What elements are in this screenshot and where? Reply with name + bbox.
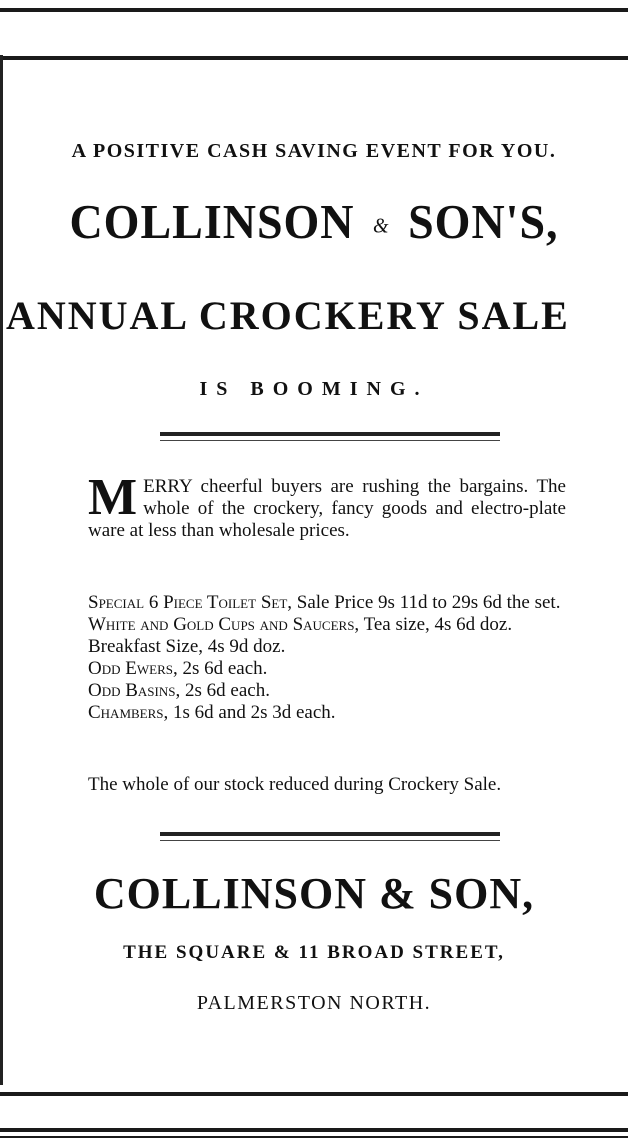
list-item <box>88 702 568 724</box>
price-list <box>88 592 568 724</box>
firm-name <box>0 194 628 250</box>
firm-name-ampersand: & <box>373 214 390 238</box>
list-item <box>88 614 568 658</box>
divider-bottom-underline <box>160 840 500 841</box>
sale-title: ANNUAL CROCKERY SALE <box>6 293 570 338</box>
top-rule <box>0 8 628 12</box>
item-detail: 2s 6d each. <box>177 658 268 679</box>
item-name: White and Gold Cups and Saucers, <box>88 614 360 635</box>
divider-top <box>160 432 500 436</box>
divider-top-underline <box>160 440 500 441</box>
tagline: A POSITIVE CASH SAVING EVENT FOR YOU. <box>71 140 557 162</box>
item-name: Chambers, <box>88 702 169 723</box>
header-rule <box>0 56 628 60</box>
item-detail: 1s 6d and 2s 3d each. <box>168 702 336 723</box>
item-detail: 2s 6d each. <box>180 680 270 701</box>
bottom-rule-thin <box>0 1136 628 1138</box>
item-name: Odd Ewers, <box>88 658 178 679</box>
item-name: Odd Basins, <box>88 680 181 701</box>
footer-rule <box>0 1092 628 1096</box>
footer-town: PALMERSTON NORTH. <box>196 992 432 1014</box>
divider-bottom <box>160 832 500 836</box>
footer-address: THE SQUARE & 11 BROAD STREET, <box>123 942 505 963</box>
sale-status: IS BOOMING. <box>199 378 429 400</box>
intro-text: ERRY cheerful buyers are rushing the bargains. The whole of the crockery, fancy goods and electro-plate ware at less than wholesale prices. <box>88 476 566 541</box>
firm-name-left: COLLINSON <box>69 194 355 249</box>
footer-firm-name: COLLINSON & SON, <box>93 869 535 918</box>
item-detail: Sale Price 9s 11d to 29s 6d the set. <box>292 592 561 613</box>
firm-name-right: SON'S, <box>408 194 559 249</box>
list-item <box>88 592 568 614</box>
dropcap: M <box>88 469 138 526</box>
item-detail: Tea size, 4s 6d doz. Breakfast Size, 4s 9d doz. <box>88 614 513 657</box>
closing-note: The whole of our stock reduced during Crockery Sale. <box>88 774 502 795</box>
bottom-rule <box>0 1128 628 1132</box>
list-item <box>88 680 568 702</box>
list-item <box>88 658 568 680</box>
intro-paragraph <box>88 469 566 542</box>
item-name: Special 6 Piece Toilet Set, <box>88 592 293 613</box>
